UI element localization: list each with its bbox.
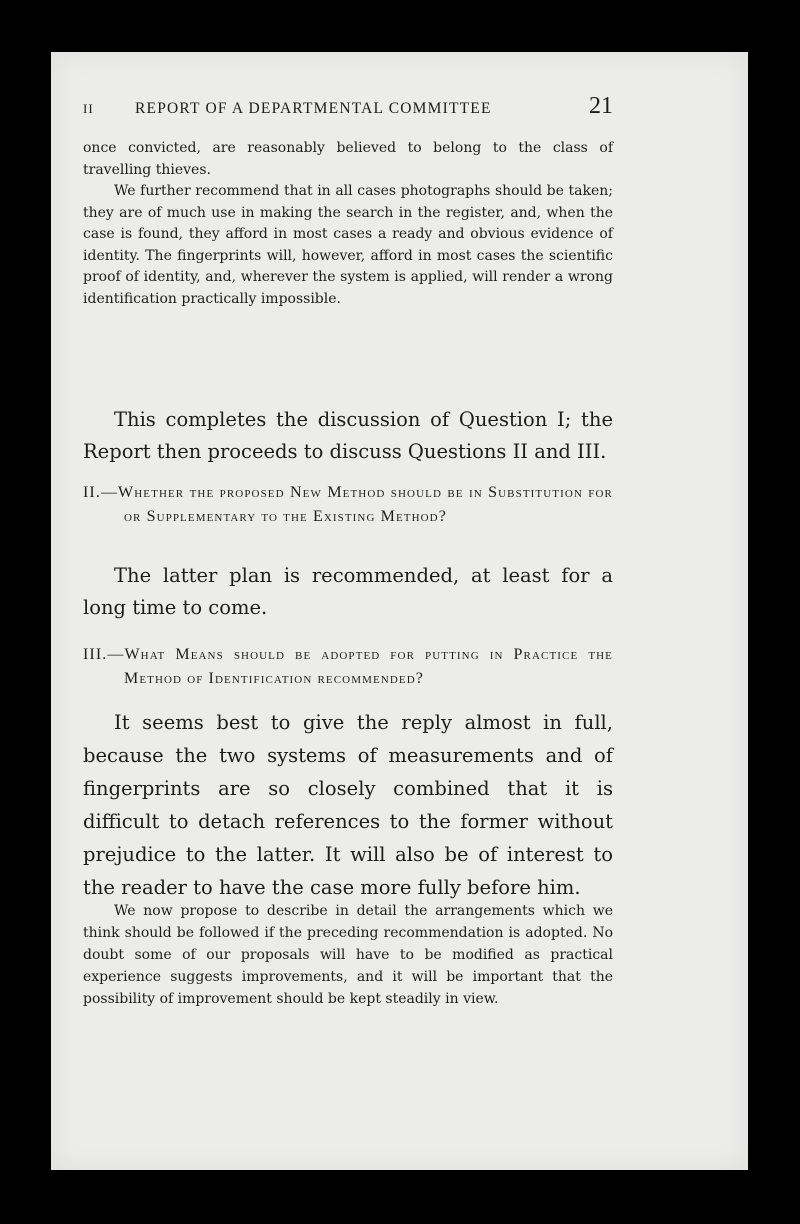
paragraph-arrangements: We now propose to describe in detail the arrangements which we think should be followed if the preceding recommendation is adopted. No doubt some of our proposals will have to be modified as practical experience suggests improvements, and it will be important that the possibility of improvement should be kept steadily in view. bbox=[83, 903, 613, 1007]
question-three-heading: III.—What Means should be adopted for putting in Practice the Method of Identification recommended? bbox=[83, 646, 613, 687]
question-two-heading-block bbox=[83, 481, 613, 529]
summary-section bbox=[83, 404, 613, 468]
question-two-heading: II.—Whether the proposed New Method should be in Substitution for or Supplementary to the Existing Method? bbox=[83, 484, 613, 525]
paragraph-photographs: We further recommend that in all cases photographs should be taken; they are of much use in making the search in the register, and, when the case is found, they afford in most cases a ready and obvious evidence of identity. The fingerprints will, however, afford in most cases the scientific proof of identity, and, wherever the system is applied, will render a wrong identification practically impossible. bbox=[83, 183, 613, 307]
question-three-heading-block bbox=[83, 643, 613, 691]
question-three-answer-block bbox=[83, 706, 613, 904]
running-title: REPORT OF A DEPARTMENTAL COMMITTEE bbox=[135, 100, 492, 117]
paragraph-reply-in-full: It seems best to give the reply almost in full, because the two systems of measurements and of fingerprints are so closely combined that it is difficult to detach references to the former without prejudice to the latter. It will also be of interest to the reader to have the case more fully before him. bbox=[83, 711, 613, 899]
paragraph-continuation: once convicted, are reasonably believed to belong to the class of travelling thieves. bbox=[83, 140, 613, 178]
running-header bbox=[83, 93, 613, 133]
opening-section bbox=[83, 138, 613, 310]
chapter-number: II bbox=[83, 101, 94, 116]
paragraph-question-summary: This completes the discussion of Question I; the Report then proceeds to discuss Questions II and III. bbox=[83, 408, 613, 463]
quoted-report-block bbox=[83, 900, 613, 1010]
page-number: 21 bbox=[589, 93, 613, 119]
question-two-answer-block bbox=[83, 560, 613, 624]
paragraph-latter-plan: The latter plan is recommended, at least for a long time to come. bbox=[83, 564, 613, 619]
